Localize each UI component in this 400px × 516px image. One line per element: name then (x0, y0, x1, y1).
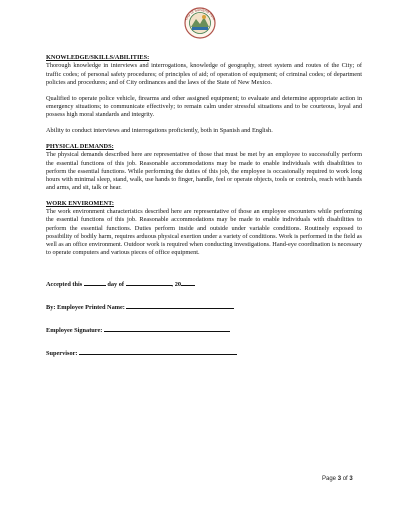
document-body (46, 54, 362, 358)
day-of-label: day of (107, 280, 124, 288)
page-of: of (342, 476, 348, 482)
employee-signature-line (46, 325, 362, 335)
seal-graphic (178, 3, 222, 47)
printed-name-label: By: Employee Printed Name: (46, 303, 125, 311)
supervisor-line (46, 348, 362, 358)
accepted-year-blank[interactable] (181, 279, 195, 286)
page-number (322, 476, 353, 482)
page-total: 3 (349, 476, 353, 482)
printed-name-blank[interactable] (126, 302, 234, 309)
knowledge-heading: KNOWLEDGE/SKILLS/ABILITIES: (46, 54, 150, 61)
physical-demands-paragraph: The physical demands described here are representative of those that must be met by an employee to successfully perform the essential functions of this job. Reasonable accommodations may be made to enable individuals with disabilities to perform the essential functions. While performing the duties of this job, the employee is occasionally required to work long hours with minimal sleep, stand, walk, use hands to finger, handle, feel or operate objects, tools or controls, reach with hands and arms, and sit, talk or hear. (46, 151, 362, 191)
printed-name-line (46, 302, 362, 312)
accepted-line (46, 279, 362, 289)
year-prefix-label: , 20 (171, 280, 182, 288)
page-label: Page (322, 476, 337, 482)
city-seal-logo (178, 3, 222, 47)
knowledge-paragraph-1: Thorough knowledge in interviews and interrogations, knowledge of geography, street system and routes of the City; of traffic codes; of personal safety procedures; of principles of aid; of operation of equipment; of criminal codes; of department policies and procedures; and of City ordinances and the laws of the State of New Mexico. (46, 62, 362, 86)
knowledge-paragraph-3: Ability to conduct interviews and interrogations proficiently, both in Spanish and English. (46, 126, 273, 134)
employee-signature-blank[interactable] (104, 325, 230, 332)
accepted-day-blank[interactable] (84, 279, 106, 286)
supervisor-label: Supervisor: (46, 349, 78, 357)
seal-text: City of Sunland Park (183, 7, 217, 21)
knowledge-paragraph-2: Qualified to operate police vehicle, firearms and other assigned equipment; to evaluate and determine appropriate action in emergency situations; to communicate effectively; to remain calm under stressful situations and to be courteous, loyal and possess high moral standards and integrity. (46, 94, 362, 118)
employee-signature-label: Employee Signature: (46, 326, 103, 334)
physical-demands-heading: PHYSICAL DEMANDS: (46, 143, 114, 151)
work-environment-heading: WORK ENVIROMENT: (46, 199, 114, 207)
work-environment-paragraph: The work environment characteristics described here are representative of those an employee encounters while performing the essential functions of this job. Reasonable accommodations may be made to enable individuals with disabilities to perform the essential functions. Duties perform inside and outside under variable conditions. Routinely exposed to possibility of bodily harm, requires arduous physical exertion under a variety of conditions. Work is performed in the field as well as an office environment. Outdoor work is required when conducting investigations. Hand-eye coordination is necessary to operate computers and various pieces of office equipment. (46, 208, 362, 256)
supervisor-blank[interactable] (79, 348, 237, 355)
accepted-month-blank[interactable] (126, 279, 172, 286)
page-current: 3 (337, 476, 342, 482)
accepted-label: Accepted this (46, 280, 83, 288)
